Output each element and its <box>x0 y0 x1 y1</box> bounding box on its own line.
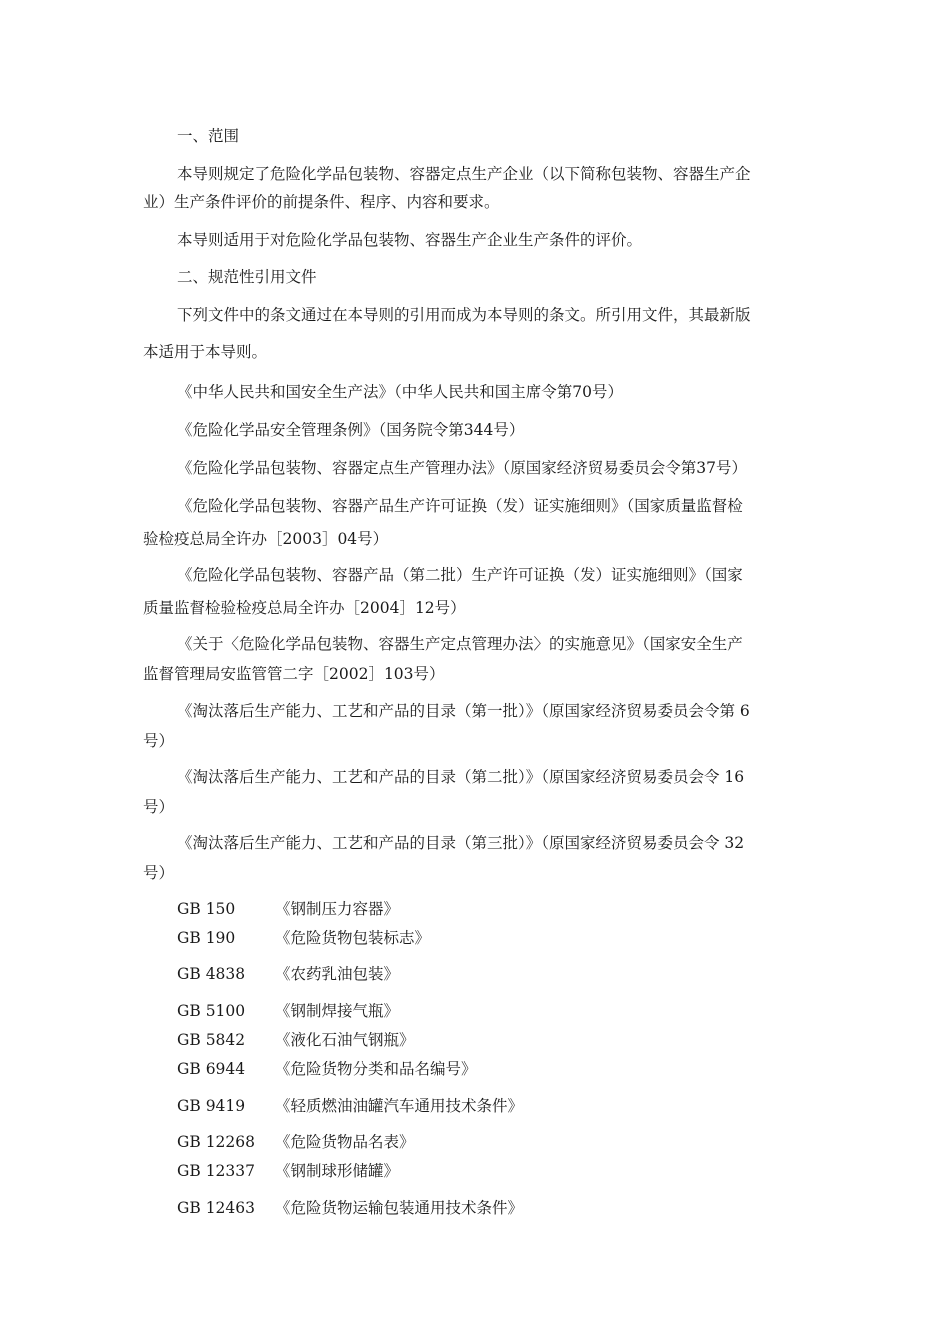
reference-item-cont: 号） <box>143 732 175 750</box>
standard-row <box>177 1057 477 1079</box>
reference-item-cont: 号） <box>143 798 175 816</box>
standard-row <box>177 999 399 1021</box>
reference-item: 《危险化学品包装物、容器定点生产管理办法》（原国家经济贸易委员会令第37号） <box>177 459 747 477</box>
standard-code: GB 5100 <box>177 1002 246 1020</box>
standard-row <box>177 897 399 919</box>
standard-title: 《钢制球形储罐》 <box>275 1162 400 1180</box>
reference-item: 《关于〈危险化学品包装物、容器生产定点管理办法〉的实施意见》（国家安全生产 <box>177 635 743 653</box>
standard-code: GB 12337 <box>177 1162 256 1180</box>
standard-title: 《液化石油气钢瓶》 <box>275 1031 415 1049</box>
reference-item: 《危险化学品包装物、容器产品生产许可证换（发）证实施细则》（国家质量监督检 <box>177 497 743 515</box>
scope-heading: 一、范围 <box>177 127 240 145</box>
standard-title: 《危险货物品名表》 <box>275 1133 415 1151</box>
standard-title: 《农药乳油包装》 <box>275 965 400 983</box>
reference-item: 《中华人民共和国安全生产法》（中华人民共和国主席令第70号） <box>177 383 623 401</box>
standard-title: 《危险货物分类和品名编号》 <box>275 1060 477 1078</box>
standard-row <box>177 1130 415 1152</box>
reference-item-cont: 质量监督检验检疫总局全许办［2004］12号） <box>143 599 466 617</box>
reference-item: 《淘汰落后生产能力、工艺和产品的目录（第三批）》（原国家经济贸易委员会令 32 <box>177 834 745 852</box>
references-intro-cont: 本适用于本导则。 <box>143 343 268 361</box>
reference-item: 《淘汰落后生产能力、工艺和产品的目录（第二批）》（原国家经济贸易委员会令 16 <box>177 768 745 786</box>
standard-code: GB 190 <box>177 929 236 947</box>
standard-title: 《钢制焊接气瓶》 <box>275 1002 400 1020</box>
standard-code: GB 12268 <box>177 1133 256 1151</box>
standard-row <box>177 926 430 948</box>
reference-item-cont: 监督管理局安监管管二字［2002］103号） <box>143 665 445 683</box>
standard-code: GB 9419 <box>177 1097 246 1115</box>
scope-paragraph-1: 本导则规定了危险化学品包装物、容器定点生产企业（以下简称包装物、容器生产企 <box>177 165 751 183</box>
standard-title: 《轻质燃油油罐汽车通用技术条件》 <box>275 1097 524 1115</box>
standard-row <box>177 1159 399 1181</box>
references-intro: 下列文件中的条文通过在本导则的引用而成为本导则的条文。所引用文件，其最新版 <box>177 306 751 324</box>
reference-item-cont: 验检疫总局全许办［2003］04号） <box>143 530 389 548</box>
standard-code: GB 5842 <box>177 1031 246 1049</box>
references-heading: 二、规范性引用文件 <box>177 268 317 286</box>
scope-paragraph-1-cont: 业）生产条件评价的前提条件、程序、内容和要求。 <box>143 193 500 211</box>
reference-item: 《危险化学品安全管理条例》（国务院令第344号） <box>177 421 525 439</box>
standard-row <box>177 1094 523 1116</box>
reference-item: 《淘汰落后生产能力、工艺和产品的目录（第一批）》（原国家经济贸易委员会令第 6 <box>177 702 750 720</box>
standard-code: GB 12463 <box>177 1199 256 1217</box>
standard-title: 《钢制压力容器》 <box>275 900 400 918</box>
reference-item-cont: 号） <box>143 864 175 882</box>
standard-code: GB 6944 <box>177 1060 246 1078</box>
standard-title: 《危险货物包装标志》 <box>275 929 431 947</box>
scope-paragraph-2: 本导则适用于对危险化学品包装物、容器生产企业生产条件的评价。 <box>177 231 643 249</box>
standard-row <box>177 1028 415 1050</box>
reference-item: 《危险化学品包装物、容器产品（第二批）生产许可证换（发）证实施细则》（国家 <box>177 566 743 584</box>
standard-row <box>177 1196 523 1218</box>
standard-title: 《危险货物运输包装通用技术条件》 <box>275 1199 524 1217</box>
standard-row <box>177 962 399 984</box>
standard-code: GB 4838 <box>177 965 246 983</box>
standard-code: GB 150 <box>177 900 236 918</box>
